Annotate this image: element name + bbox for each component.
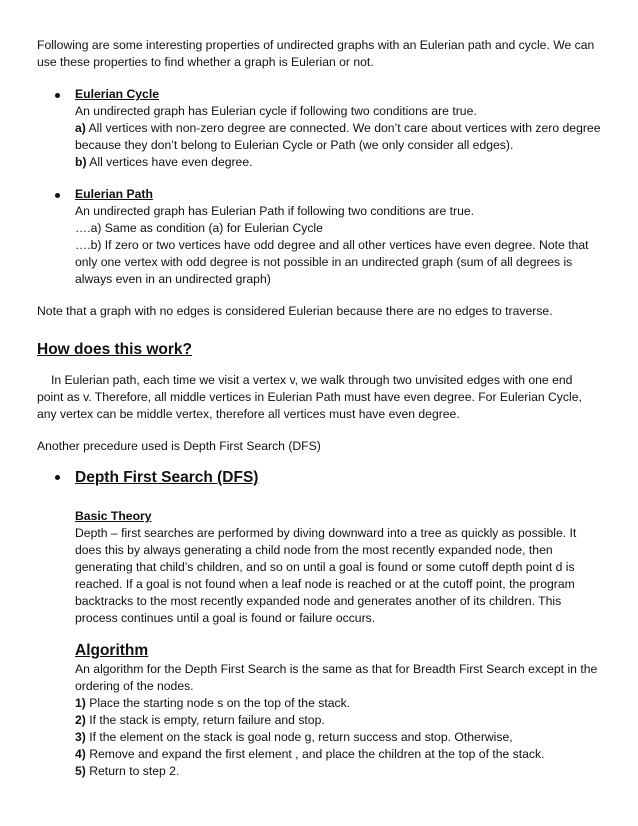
condition-b-text: All vertices have even degree.	[86, 155, 253, 169]
step-text: If the stack is empty, return failure and stop.	[85, 713, 325, 727]
eulerian-path-title: Eulerian Path	[75, 187, 153, 201]
document-page	[37, 37, 602, 780]
eulerian-path-condition-b: ….b) If zero or two vertices have odd degree and all other vertices have even degree. Note that only one vertex with odd degree is not possible in an undirected graph (sum of all degrees is always even in an undirected graph)	[75, 238, 589, 286]
step-text: Place the starting node s on the top of the stack.	[85, 696, 351, 710]
eulerian-path-section	[37, 186, 602, 288]
eulerian-cycle-condition-b	[75, 154, 602, 171]
condition-b-label: b)	[75, 155, 87, 169]
eulerian-path-desc: An undirected graph has Eulerian Path if following two conditions are true.	[75, 204, 475, 218]
algorithm-step	[75, 729, 602, 746]
step-text: If the element on the stack is goal node g, return success and stop. Otherwise,	[85, 730, 513, 744]
step-number: 5)	[75, 764, 86, 778]
algorithm-intro: An algorithm for the Depth First Search is the same as that for Breadth First Search except in the ordering of the nodes.	[75, 662, 598, 693]
bullet-icon	[55, 93, 60, 98]
step-number: 1)	[75, 696, 86, 710]
algorithm-step	[75, 763, 602, 780]
algorithm-step	[75, 695, 602, 712]
algorithm-step	[75, 746, 602, 763]
basic-theory-text: Depth – first searches are performed by diving downward into a tree as quickly as possible. It does this by always generating a child node from the most recently expanded node, then generating that child’s children, and so on until a goal is found or some cutoff depth point d is reached. If a goal is not found when a leaf node is reached or at the cutoff point, the program backtracks to the most recently expanded node and generates another of its children. This process continues until a goal is found or failure occurs.	[75, 526, 577, 625]
step-number: 3)	[75, 730, 86, 744]
eulerian-cycle-section	[37, 86, 602, 171]
condition-a-label: a)	[75, 121, 86, 135]
dfs-section	[37, 468, 602, 780]
bullet-icon	[55, 475, 60, 480]
algorithm-steps	[75, 695, 602, 780]
algorithm-step	[75, 712, 602, 729]
step-number: 4)	[75, 747, 86, 761]
bullet-icon	[55, 193, 60, 198]
step-text: Return to step 2.	[85, 764, 180, 778]
step-number: 2)	[75, 713, 86, 727]
eulerian-cycle-condition-a	[75, 120, 602, 154]
condition-a-text: All vertices with non-zero degree are connected. We don’t care about vertices with zero degree because they don’t belong to Eulerian Cycle or Path (we only consider all edges).	[75, 121, 601, 152]
eulerian-path-condition-a: ….a) Same as condition (a) for Eulerian Cycle	[75, 221, 323, 235]
algorithm-title: Algorithm	[75, 642, 149, 659]
eulerian-cycle-title: Eulerian Cycle	[75, 87, 159, 101]
how-paragraph: In Eulerian path, each time we visit a vertex v, we walk through two unvisited edges with one end point as v. Therefore, all middle vertices in Eulerian Path must have even degree. For Eulerian Cycle, any vertex can be middle vertex, therefore all vertices must have even degree.	[37, 373, 582, 421]
note-paragraph: Note that a graph with no edges is considered Eulerian because there are no edges to traverse.	[37, 304, 553, 318]
step-text: Remove and expand the first element , and place the children at the top of the stack.	[85, 747, 545, 761]
how-heading: How does this work?	[37, 341, 193, 358]
another-paragraph: Another precedure used is Depth First Search (DFS)	[37, 439, 321, 453]
eulerian-cycle-desc: An undirected graph has Eulerian cycle if following two conditions are true.	[75, 104, 477, 118]
basic-theory-title: Basic Theory	[75, 509, 152, 523]
intro-paragraph: Following are some interesting properties of undirected graphs with an Eulerian path and cycle. We can use these properties to find whether a graph is Eulerian or not.	[37, 38, 595, 69]
dfs-heading: Depth First Search (DFS)	[75, 469, 259, 486]
